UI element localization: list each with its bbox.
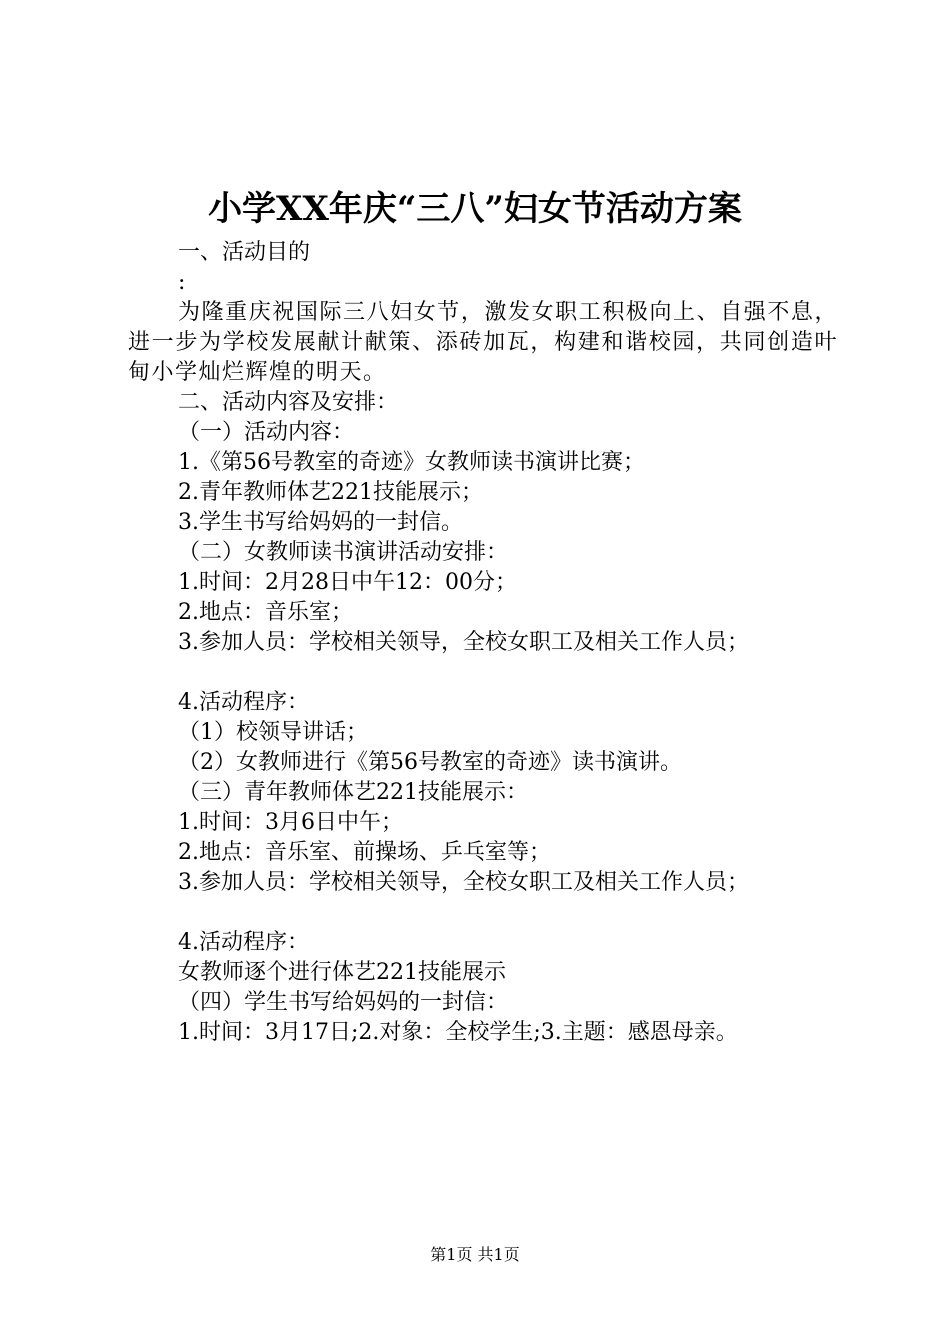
list-item: 2.青年教师体艺221技能展示；	[178, 480, 483, 505]
list-item: 2.地点：音乐室；	[178, 600, 353, 625]
list-item: 1.《第56号教室的奇迹》女教师读书演讲比赛；	[178, 450, 645, 475]
colon-line: :	[178, 270, 186, 295]
document-title: 小学XX年庆“三八”妇女节活动方案	[208, 189, 742, 229]
purpose-paragraph: 为隆重庆祝国际三八妇女节，激发女职工积极向上、自强不息，进一步为学校发展献计献策、添砖加瓦，构建和谐校园，共同创造叶甸小学灿烂辉煌的明天。	[128, 300, 838, 385]
page-footer: 第1页 共1页	[430, 1245, 520, 1264]
list-item: （1）校领导讲话；	[178, 720, 368, 745]
subsection-heading-1: （一）活动内容：	[178, 420, 355, 445]
list-item: 1.时间：2月28日中午12：00分；	[178, 570, 517, 595]
section-heading-purpose: 一、活动目的	[178, 240, 311, 265]
subsection-heading-2: （二）女教师读书演讲活动安排：	[178, 540, 509, 565]
blank-line	[128, 898, 838, 928]
list-item: 4.活动程序：	[178, 690, 309, 715]
list-item: 3.参加人员：学校相关领导，全校女职工及相关工作人员；	[178, 870, 749, 895]
list-item: 1.时间：3月6日中午；	[178, 810, 403, 835]
section-heading-content: 二、活动内容及安排：	[178, 390, 399, 415]
list-item: （2）女教师进行《第56号教室的奇迹》读书演讲。	[178, 750, 682, 775]
subsection-heading-4: （四）学生书写给妈妈的一封信：	[178, 990, 509, 1015]
subsection-heading-3: （三）青年教师体艺221技能展示：	[178, 780, 528, 805]
list-item: 3.参加人员：学校相关领导，全校女职工及相关工作人员；	[178, 630, 749, 655]
list-item: 1.时间：3月17日;2.对象：全校学生;3.主题：感恩母亲。	[178, 1020, 738, 1045]
list-item: 4.活动程序：	[178, 930, 309, 955]
list-item: 3.学生书写给妈妈的一封信。	[178, 510, 463, 535]
document-body	[128, 238, 838, 1048]
list-item: 2.地点：音乐室、前操场、乒乓室等；	[178, 840, 551, 865]
blank-line	[128, 658, 838, 688]
list-item: 女教师逐个进行体艺221技能展示	[178, 960, 506, 985]
